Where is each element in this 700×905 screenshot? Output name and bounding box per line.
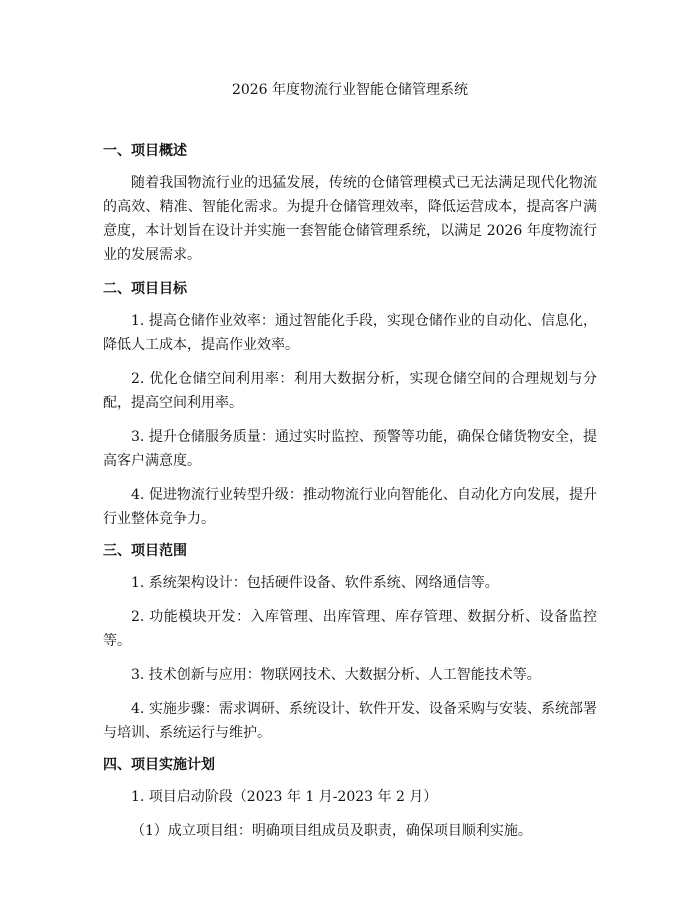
document-body [103, 141, 597, 853]
section-heading-scope: 三、项目范围 [103, 543, 187, 559]
list-item: 4. 实施步骤：需求调研、系统设计、软件开发、设备采购与安装、系统部署与培训、系统运行与维护。 [103, 701, 597, 741]
list-item: 1. 提高仓储作业效率：通过智能化手段，实现仓储作业的自动化、信息化，降低人工成本，提高作业效率。 [103, 313, 597, 353]
paragraph: 随着我国物流行业的迅猛发展，传统的仓储管理模式已无法满足现代化物流的高效、精准、智能化需求。为提升仓储管理效率，降低运营成本，提高客户满意度，本计划旨在设计并实施一套智能仓储管理系统，以满足 2026 年度物流行业的发展需求。 [103, 175, 597, 263]
list-item: 2. 功能模块开发：入库管理、出库管理、库存管理、数据分析、设备监控等。 [103, 609, 597, 649]
section-heading-plan: 四、项目实施计划 [103, 757, 215, 773]
list-item: 1. 项目启动阶段（2023 年 1 月-2023 年 2 月） [131, 789, 438, 805]
list-item: 4. 促进物流行业转型升级：推动物流行业向智能化、自动化方向发展，提升行业整体竞争力。 [103, 487, 597, 527]
list-item: 1. 系统架构设计：包括硬件设备、软件系统、网络通信等。 [131, 575, 499, 591]
document-title: 2026 年度物流行业智能仓储管理系统 [231, 82, 469, 98]
section-heading-goals: 二、项目目标 [103, 281, 187, 297]
section-heading-overview: 一、项目概述 [103, 143, 187, 159]
list-item: 2. 优化仓储空间利用率：利用大数据分析，实现仓储空间的合理规划与分配，提高空间利用率。 [103, 371, 597, 411]
list-item: 3. 提升仓储服务质量：通过实时监控、预警等功能，确保仓储货物安全，提高客户满意度。 [103, 429, 597, 469]
list-item: （1）成立项目组：明确项目组成员及职责，确保项目顺利实施。 [131, 823, 532, 839]
list-item: 3. 技术创新与应用：物联网技术、大数据分析、人工智能技术等。 [131, 667, 541, 683]
